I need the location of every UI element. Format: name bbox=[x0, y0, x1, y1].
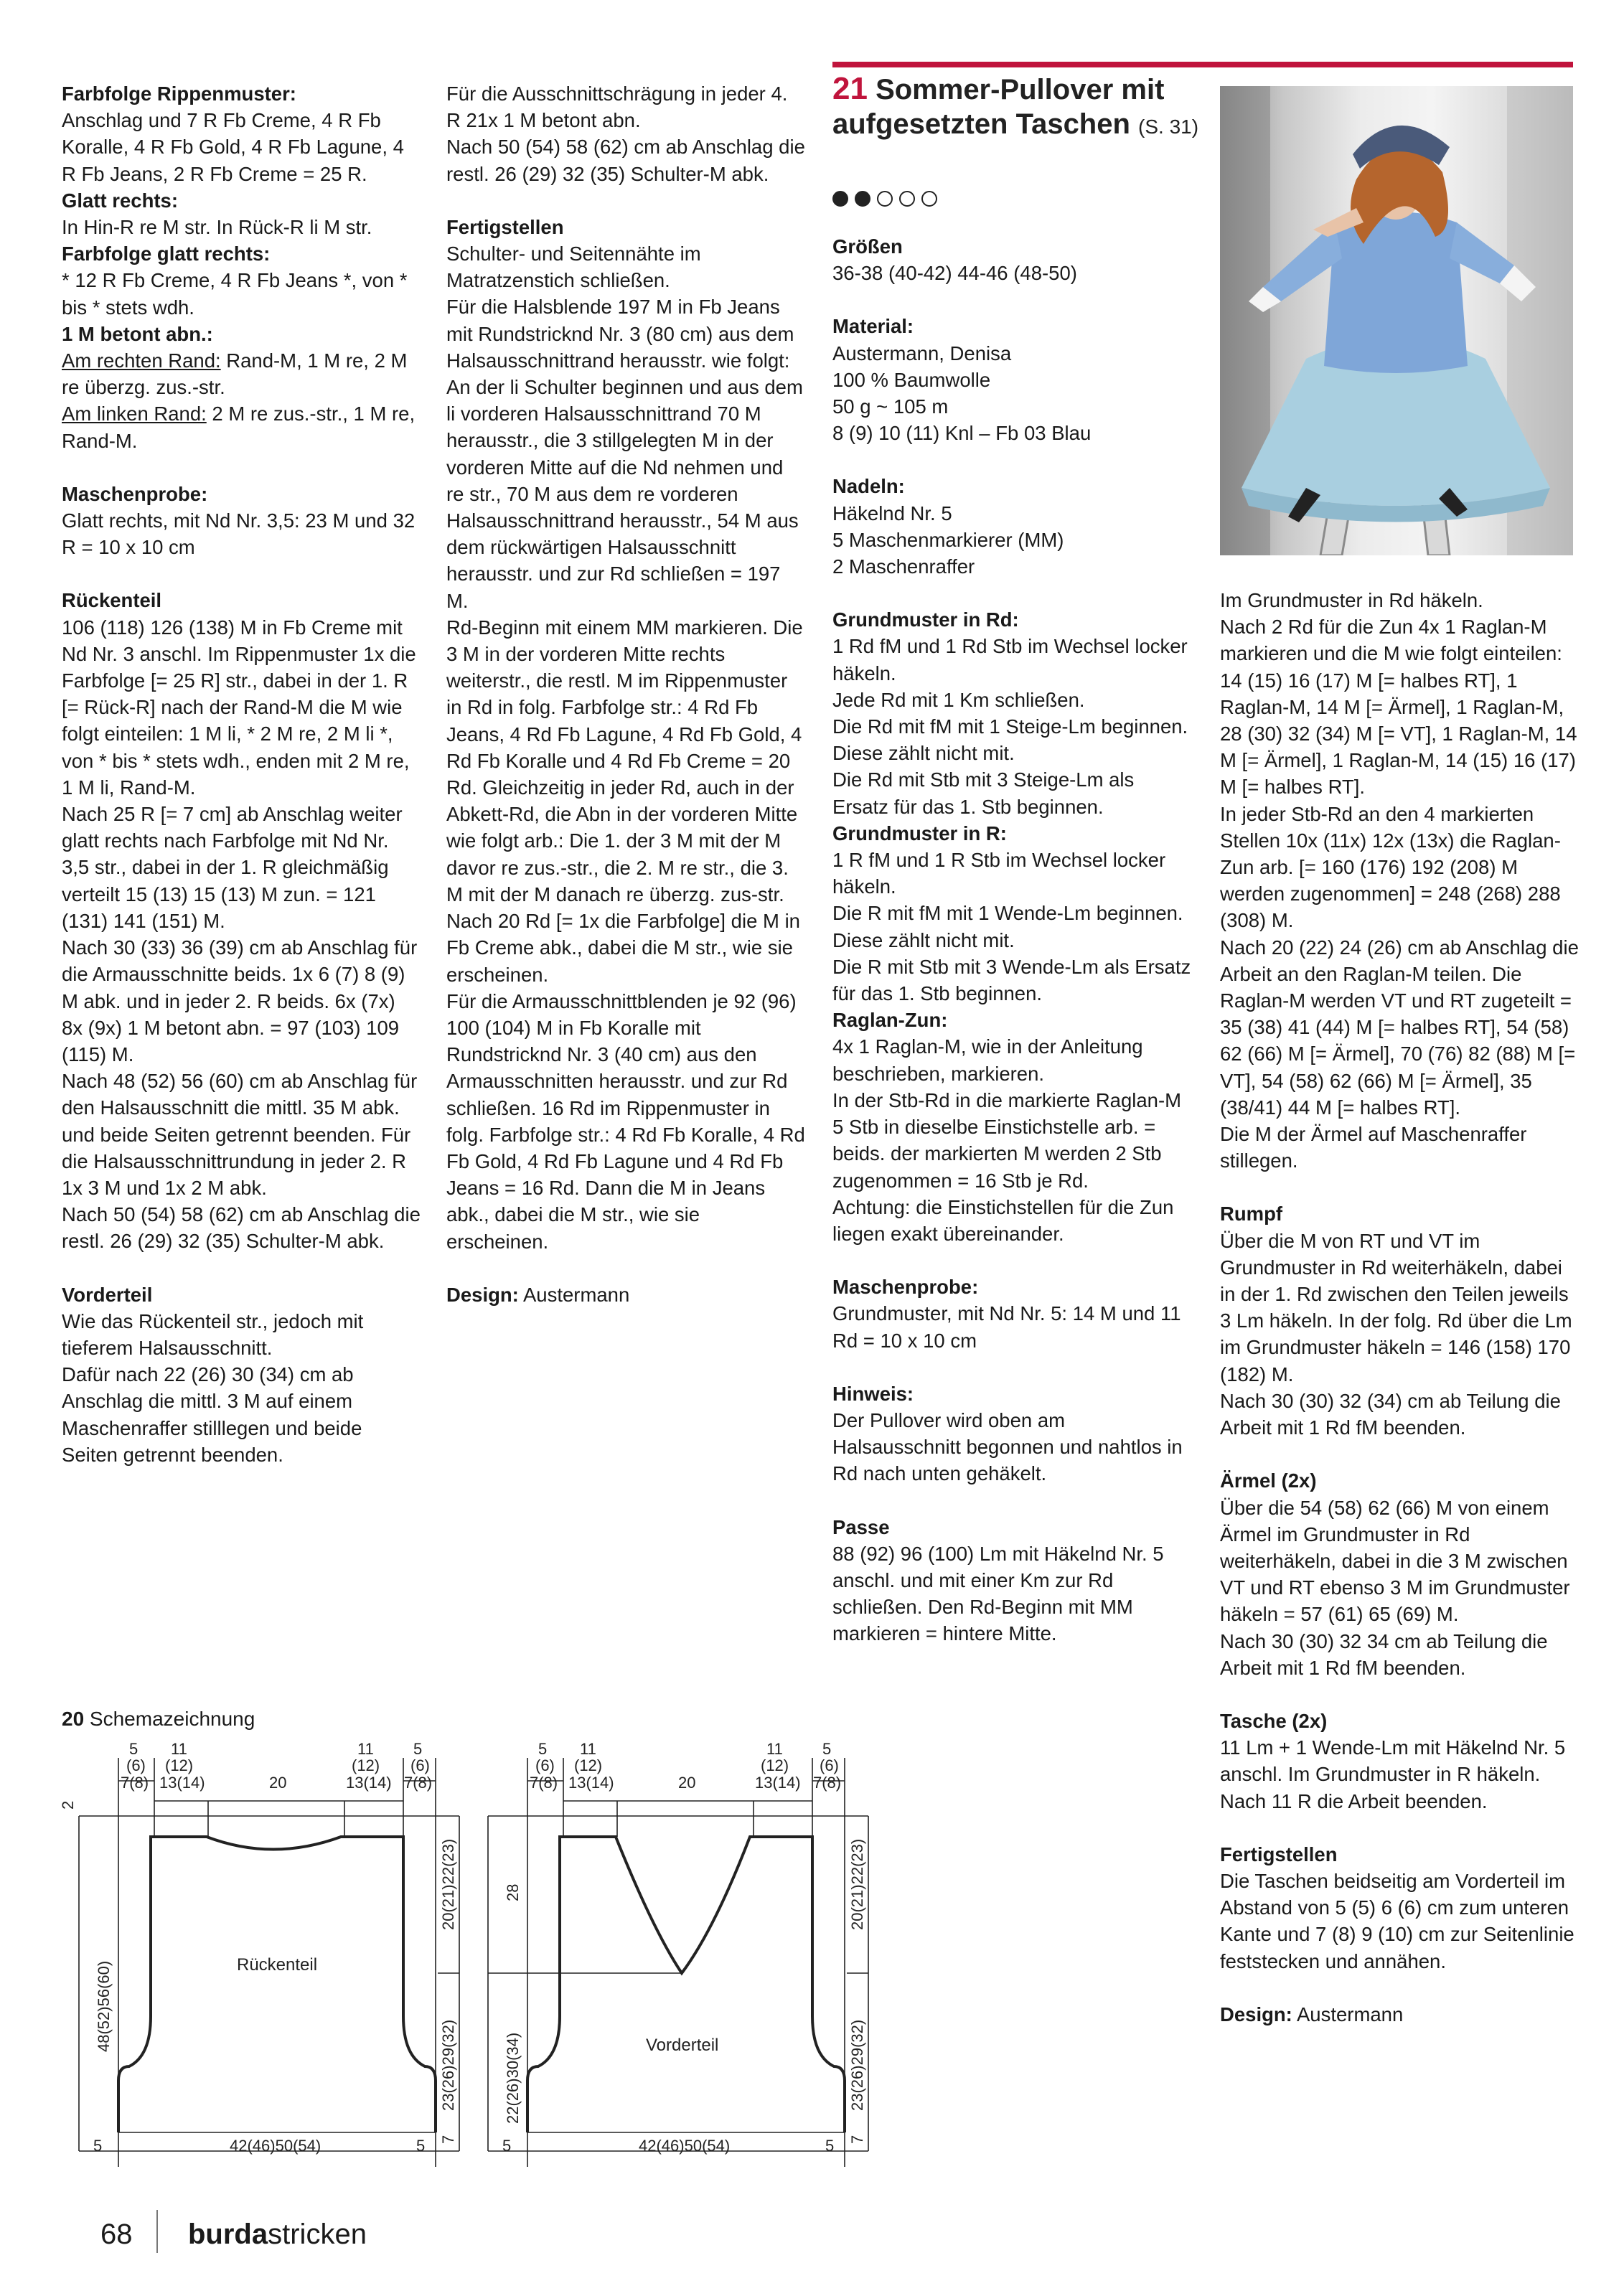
material-line: 100 % Baumwolle bbox=[832, 368, 991, 391]
hinweis-text: Der Pullover wird oben am Halsausschnitt begonnen und nahtlos in Rd nach unten gehäkelt. bbox=[832, 1408, 1183, 1485]
pattern-title bbox=[832, 72, 1206, 144]
dim-label: 13(14) bbox=[159, 1774, 205, 1792]
fertigstellen-paragraph: Für die Armausschnittblenden je 92 (96) 100 (104) M in Fb Koralle mit Rundstricknd Nr. 3 (40 cm) aus den Armausschnitten herausstr. und zur Rd schließen. 16 Rd im Rippenmuster in folg. Farbfolge str.: 4 Rd Fb Koralle, 4 Rd Fb Gold, 4 Rd Fb Lagune und 4 Rd Fb Jeans = 16 Rd. Dann die M in Jeans abk., dabei die M str., wie sie erscheinen. bbox=[446, 989, 805, 1253]
grundmuster-r-text: Die R mit fM mit 1 Wende-Lm beginnen. Diese zählt nicht mit. bbox=[832, 902, 1183, 951]
difficulty-rating bbox=[832, 191, 937, 207]
dim-label: 23(26)29(32) bbox=[439, 2019, 457, 2111]
fertigstellen-paragraph: Rd-Beginn mit einem MM markieren. Die 3 M in der vorderen Mitte rechts weiterstr., die restl. M im Rippenmuster in Rd in folg. Farbfolge str.: 4 Rd Fb Jeans, 4 Rd Fb Lagune, 4 Rd Fb Gold, 4 Rd Fb Koralle und 4 Rd Fb Creme = 20 Rd. Gleichzeitig in jeder Rd, auch in der Abkett-Rd, die Abn in der vorderen Mitte wie folgt arb.: Die 1. der 3 M mit der M davor re zus.-str., die 2. M re str., die 3. M mit der M danach re überzg. zus-str. bbox=[446, 616, 803, 905]
dim-label: 20(21)22(23) bbox=[439, 1838, 457, 1930]
tasche-text: Nach 11 R die Arbeit beenden. bbox=[1220, 1789, 1488, 1812]
grundmuster-r-heading: Grundmuster in R: bbox=[832, 822, 1007, 844]
design-credit bbox=[446, 1281, 805, 1308]
rueckenteil-heading: Rückenteil bbox=[62, 589, 162, 612]
fertigstellen-heading: Fertigstellen bbox=[446, 215, 564, 238]
rippen-text: Anschlag und 7 R Fb Creme, 4 R Fb Koralle, 4 R Fb Gold, 4 R Fb Lagune, 4 R Fb Jeans, 2 R Fb Creme = 25 R. bbox=[62, 109, 404, 185]
model-photo bbox=[1220, 86, 1573, 555]
difficulty-dot-filled bbox=[855, 191, 870, 207]
linker-rand-label: Am linken Rand: bbox=[62, 403, 207, 425]
schema-number: 20 bbox=[62, 1708, 85, 1730]
brand-bold: burda bbox=[188, 2219, 268, 2250]
grundmuster-r-text: 1 R fM und 1 R Stb im Wechsel locker häkeln. bbox=[832, 849, 1166, 898]
design-credit bbox=[1220, 2001, 1579, 2028]
dim-label: 42(46)50(54) bbox=[230, 2137, 321, 2155]
page-number: 68 bbox=[100, 2219, 133, 2250]
material-line: Austermann, Denisa bbox=[832, 342, 1012, 364]
column-2 bbox=[446, 80, 805, 1308]
nadeln-line: Häkelnd Nr. 5 bbox=[832, 502, 952, 524]
design-value: Austermann bbox=[518, 1283, 630, 1306]
passe-continuation: Im Grundmuster in Rd häkeln. bbox=[1220, 589, 1483, 611]
dim-label: 28 bbox=[504, 1883, 522, 1901]
dim-label: 11 bbox=[580, 1740, 596, 1758]
rueckenteil-paragraph: Nach 48 (52) 56 (60) cm ab Anschlag für den Halsausschnitt die mittl. 35 M abk. und beide Seiten getrennt beenden. Für die Halsausschnittrundung in jeder 2. R 1x 3 M und 1x 2 M abk. bbox=[62, 1070, 418, 1199]
rumpf-text: Nach 30 (30) 32 (34) cm ab Teilung die Arbeit mit 1 Rd fM beenden. bbox=[1220, 1389, 1561, 1439]
back-piece-diagram bbox=[57, 1736, 488, 2167]
fertigstellen-paragraph: Nach 20 Rd [= 1x die Farbfolge] die M in Fb Creme abk., dabei die M str., wie sie erscheinen. bbox=[446, 910, 800, 986]
brand-rest: stricken bbox=[268, 2219, 367, 2250]
aermel-text: Nach 30 (30) 32 34 cm ab Teilung die Arbeit mit 1 Rd fM beenden. bbox=[1220, 1629, 1548, 1679]
glatt-text: In Hin-R re M str. In Rück-R li M str. bbox=[62, 216, 372, 239]
dim-label: 48(52)56(60) bbox=[95, 1960, 113, 2052]
dim-label: 5 bbox=[825, 2137, 835, 2155]
dim-label: 5 bbox=[538, 1740, 548, 1758]
dim-label: 5 bbox=[502, 2137, 512, 2155]
dim-label: 7(8) bbox=[813, 1774, 842, 1792]
nadeln-line: 2 Maschenraffer bbox=[832, 555, 975, 578]
schema-caption bbox=[62, 1708, 255, 1731]
grundmuster-rd-text: Die Rd mit Stb mit 3 Steige-Lm als Ersatz für das 1. Stb beginnen. bbox=[832, 768, 1135, 818]
column-4 bbox=[1220, 587, 1579, 2028]
rueckenteil-paragraph: 106 (118) 126 (138) M in Fb Creme mit Nd Nr. 3 anschl. Im Rippenmuster 1x die Farbfolge [= 25 R] str., dabei in der 1. R [= Rück-R] nach der Rand-M die M wie folgt einteilen: 1 M li, * 2 M re, 2 M li *, von * bis * stets wdh., enden mit 2 M re, 1 M li, Rand-M. bbox=[62, 616, 416, 799]
dim-label: (6) bbox=[126, 1756, 146, 1774]
accent-bar bbox=[832, 62, 1573, 67]
rueckenteil-paragraph: Nach 50 (54) 58 (62) cm ab Anschlag die restl. 26 (29) 32 (35) Schulter-M abk. bbox=[62, 1203, 421, 1253]
dim-label: 13(14) bbox=[346, 1774, 392, 1792]
rumpf-text: Über die M von RT und VT im Grundmuster in Rd weiterhäkeln, dabei in der 1. Rd zwischen den Teilen jeweils 3 Lm häkeln. In der folg. Rd über die Lm im Grundmuster häkeln = 146 (158) 170 (182) M. bbox=[1220, 1229, 1572, 1385]
column-1 bbox=[62, 80, 421, 1468]
raglan-text: In der Stb-Rd in die markierte Raglan-M 5 Stb in dieselbe Einstichstelle arb. = beids. der markierten M werden 2 Stb zugenommen = 16 Stb je Rd. bbox=[832, 1088, 1182, 1192]
maschenprobe-heading: Maschenprobe: bbox=[62, 482, 208, 505]
pattern-number: 21 bbox=[832, 71, 868, 106]
betont-heading: 1 M betont abn.: bbox=[62, 322, 213, 345]
fertigstellen-heading: Fertigstellen bbox=[1220, 1843, 1338, 1866]
raglan-heading: Raglan-Zun: bbox=[832, 1009, 948, 1032]
aermel-heading: Ärmel (2x) bbox=[1220, 1469, 1317, 1492]
fertigstellen-paragraph: Schulter- und Seitennähte im Matratzenstich schließen. bbox=[446, 243, 701, 292]
rumpf-heading: Rumpf bbox=[1220, 1203, 1283, 1225]
design-label: Design: bbox=[446, 1283, 519, 1306]
maschenprobe-heading: Maschenprobe: bbox=[832, 1276, 979, 1299]
dim-label: (12) bbox=[352, 1756, 380, 1774]
dim-label: (12) bbox=[574, 1756, 603, 1774]
rechter-rand-label: Am rechten Rand: bbox=[62, 349, 221, 372]
dim-label: (6) bbox=[820, 1756, 839, 1774]
dim-label: (12) bbox=[165, 1756, 194, 1774]
back-piece-label: Rückenteil bbox=[237, 1955, 318, 1975]
material-line: 8 (9) 10 (11) Knl – Fb 03 Blau bbox=[832, 422, 1092, 445]
dim-label: 7 bbox=[439, 2135, 457, 2144]
rueckenteil-paragraph: Nach 30 (33) 36 (39) cm ab Anschlag für die Armausschnitte beids. 1x 6 (7) 8 (9) M abk. und in jeder 2. R beids. 6x (7x) 8x (9x) 1 M betont abn. = 97 (103) 109 (115) M. bbox=[62, 936, 418, 1065]
rippen-heading: Farbfolge Rippenmuster: bbox=[62, 83, 296, 105]
dim-label: 5 bbox=[413, 1740, 423, 1758]
grundmuster-rd-text: Jede Rd mit 1 Km schließen. bbox=[832, 688, 1085, 711]
groessen-heading: Größen bbox=[832, 235, 903, 258]
dim-label: 5 bbox=[129, 1740, 139, 1758]
passe-continuation: In jeder Stb-Rd an den 4 markierten Stellen 10x (11x) 12x (13x) die Raglan-Zun arb. [= 160 (176) 192 (208) M werden zugenommen] = 248 (268) 288 (308) M. bbox=[1220, 802, 1561, 932]
fertigstellen-paragraph: Für die Halsblende 197 M in Fb Jeans mit Rundstricknd Nr. 3 (80 cm) aus dem Halsausschnittrand herausstr. wie folgt: An der li Schulter beginnen und aus dem li vorderen Halsausschnittrand 70 M herausstr., die 3 stillgelegten M in der vorderen Mitte auf die Nd nehmen und re str., 70 M aus dem re vorderen Halsausschnittrand herausstr., 54 M aus dem rückwärtigen Halsausschnitt herausstr. und zur Rd schließen = 197 M. bbox=[446, 296, 803, 612]
dim-label: 20 bbox=[269, 1774, 287, 1792]
design-label: Design: bbox=[1220, 2003, 1292, 2026]
dim-label: 20 bbox=[678, 1774, 696, 1792]
dim-label: 7 bbox=[848, 2135, 866, 2144]
linker-rand bbox=[62, 400, 421, 453]
aermel-text: Über die 54 (58) 62 (66) M von einem Ärmel im Grundmuster in Rd weiterhäkeln, dabei in die 3 M zwischen VT und RT ebenso 3 M im Grundmuster häkeln = 57 (61) 65 (69) M. bbox=[1220, 1496, 1570, 1626]
difficulty-dot-filled bbox=[832, 191, 848, 207]
dim-label: 11 bbox=[357, 1740, 374, 1758]
nadeln-line: 5 Maschenmarkierer (MM) bbox=[832, 528, 1064, 551]
dim-label: 5 bbox=[93, 2137, 103, 2155]
material-line: 50 g ~ 105 m bbox=[832, 395, 949, 418]
dim-label: (6) bbox=[410, 1756, 430, 1774]
grundmuster-r-text: Die R mit Stb mit 3 Wende-Lm als Ersatz für das 1. Stb beginnen. bbox=[832, 955, 1191, 1005]
grundmuster-rd-text: 1 Rd fM und 1 Rd Stb im Wechsel locker häkeln. bbox=[832, 635, 1188, 684]
dim-label: (12) bbox=[761, 1756, 789, 1774]
tasche-text: 11 Lm + 1 Wende-Lm mit Häkelnd Nr. 5 anschl. Im Grundmuster in R häkeln. bbox=[1220, 1736, 1566, 1786]
dim-label: (6) bbox=[535, 1756, 555, 1774]
column-3 bbox=[832, 233, 1191, 1647]
rechter-rand bbox=[62, 347, 421, 400]
farbfolge-glatt-text: * 12 R Fb Creme, 4 R Fb Jeans *, von * bis * stets wdh. bbox=[62, 269, 408, 319]
farbfolge-glatt-heading: Farbfolge glatt rechts: bbox=[62, 243, 271, 265]
dim-label: 11 bbox=[171, 1740, 187, 1758]
maschenprobe-text: Grundmuster, mit Nd Nr. 5: 14 M und 11 Rd = 10 x 10 cm bbox=[832, 1302, 1181, 1352]
dim-label: 13(14) bbox=[755, 1774, 801, 1792]
dim-label: 13(14) bbox=[568, 1774, 614, 1792]
difficulty-dot-empty bbox=[877, 191, 893, 207]
difficulty-dot-empty bbox=[921, 191, 937, 207]
passe-continuation: Nach 20 (22) 24 (26) cm ab Anschlag die Arbeit an den Raglan-M teilen. Die Raglan-M werden VT und RT zugeteilt = 35 (38) 41 (44) M [= halbes RT], 54 (58) 62 (66) M [= Ärmel], 70 (76) 82 (88) M [= VT], 54 (58) 62 (66) M [= Ärmel], 35 (38/41) 44 M [= halbes RT]. bbox=[1220, 936, 1579, 1119]
hinweis-heading: Hinweis: bbox=[832, 1382, 914, 1405]
maschenprobe-text: Glatt rechts, mit Nd Nr. 3,5: 23 M und 32 R = 10 x 10 cm bbox=[62, 509, 416, 559]
page-reference: (S. 31) bbox=[1138, 116, 1199, 138]
rueckenteil-paragraph: Nach 25 R [= 7 cm] ab Anschlag weiter glatt rechts nach Farbfolge mit Nd Nr. 3,5 str., dabei in der 1. R gleichmäßig verteilt 15 (13) 15 (13) M zun. = 121 (131) 141 (151) M. bbox=[62, 803, 403, 932]
rechter-rand-text: Rand-M, 1 M re, 2 M re überzg. zus.-str. bbox=[62, 349, 408, 399]
schema-title-text: Schemazeichnung bbox=[84, 1708, 255, 1730]
fertigstellen-text: Die Taschen beidseitig am Vorderteil im Abstand von 5 (5) 6 (6) cm zum unteren Kante und 7 (8) 9 (10) cm zur Seitenlinie feststecken und annähen. bbox=[1220, 1869, 1574, 1972]
dim-label: 20(21)22(23) bbox=[848, 1838, 866, 1930]
tasche-heading: Tasche (2x) bbox=[1220, 1709, 1328, 1732]
passe-text: 88 (92) 96 (100) Lm mit Häkelnd Nr. 5 anschl. und mit einer Km zur Rd schließen. Den Rd-Beginn mit MM markieren = hintere Mitte. bbox=[832, 1542, 1164, 1645]
dim-label: 42(46)50(54) bbox=[639, 2137, 731, 2155]
nadeln-heading: Nadeln: bbox=[832, 475, 905, 498]
dim-label: 5 bbox=[822, 1740, 832, 1758]
footer-divider bbox=[156, 2210, 158, 2253]
dim-label: 5 bbox=[416, 2137, 426, 2155]
linker-rand-text: 2 M re zus.-str., 1 M re, Rand-M. bbox=[62, 403, 416, 452]
schulter-paragraph: Nach 50 (54) 58 (62) cm ab Anschlag die restl. 26 (29) 32 (35) Schulter-M abk. bbox=[446, 136, 805, 185]
model-illustration bbox=[1220, 86, 1573, 555]
dim-label: 23(26)29(32) bbox=[848, 2019, 866, 2111]
dim-label: 7(8) bbox=[530, 1774, 558, 1792]
dim-label: 22(26)30(34) bbox=[504, 2032, 522, 2124]
grundmuster-rd-text: Die Rd mit fM mit 1 Steige-Lm beginnen. Diese zählt nicht mit. bbox=[832, 715, 1188, 765]
passe-continuation: Nach 2 Rd für die Zun 4x 1 Raglan-M markieren und die M wie folgt einteilen: 14 (15) 16 (17) M [= halbes RT], 1 Raglan-M, 14 M [= Ärmel], 1 Raglan-M, 28 (30) 32 (34) M [= VT], 1 Raglan-M, 14 M [= Ärmel], 1 Raglan-M, 14 (15) 16 (17) M [= halbes RT]. bbox=[1220, 616, 1577, 799]
front-piece-label: Vorderteil bbox=[646, 2036, 719, 2055]
magazine-brand bbox=[188, 2219, 367, 2251]
vorderteil-paragraph: Wie das Rückenteil str., jedoch mit tieferem Halsausschnitt. bbox=[62, 1309, 364, 1359]
ausschnitt-paragraph: Für die Ausschnittschrägung in jeder 4. R 21x 1 M betont abn. bbox=[446, 83, 788, 132]
front-piece-diagram bbox=[466, 1736, 897, 2167]
glatt-heading: Glatt rechts: bbox=[62, 189, 178, 212]
dim-label: 11 bbox=[766, 1740, 783, 1758]
raglan-text: 4x 1 Raglan-M, wie in der Anleitung beschrieben, markieren. bbox=[832, 1035, 1143, 1085]
design-value: Austermann bbox=[1292, 2003, 1404, 2026]
raglan-text: Achtung: die Einstichstellen für die Zun liegen exakt übereinander. bbox=[832, 1195, 1174, 1245]
passe-continuation: Die M der Ärmel auf Maschenraffer stillegen. bbox=[1220, 1123, 1527, 1172]
pattern-name: Sommer-Pullover mit aufgesetzten Taschen bbox=[832, 74, 1165, 140]
passe-heading: Passe bbox=[832, 1515, 890, 1538]
dim-label: 2 bbox=[59, 1800, 77, 1810]
difficulty-dot-empty bbox=[899, 191, 915, 207]
grundmuster-rd-heading: Grundmuster in Rd: bbox=[832, 608, 1019, 631]
material-heading: Material: bbox=[832, 315, 914, 338]
vorderteil-heading: Vorderteil bbox=[62, 1283, 153, 1306]
dim-label: 7(8) bbox=[404, 1774, 433, 1792]
vorderteil-paragraph: Dafür nach 22 (26) 30 (34) cm ab Anschlag die mittl. 3 M auf einem Maschenraffer stilllegen und beide Seiten getrennt beenden. bbox=[62, 1363, 362, 1466]
groessen-text: 36-38 (40-42) 44-46 (48-50) bbox=[832, 262, 1077, 285]
dim-label: 7(8) bbox=[121, 1774, 149, 1792]
